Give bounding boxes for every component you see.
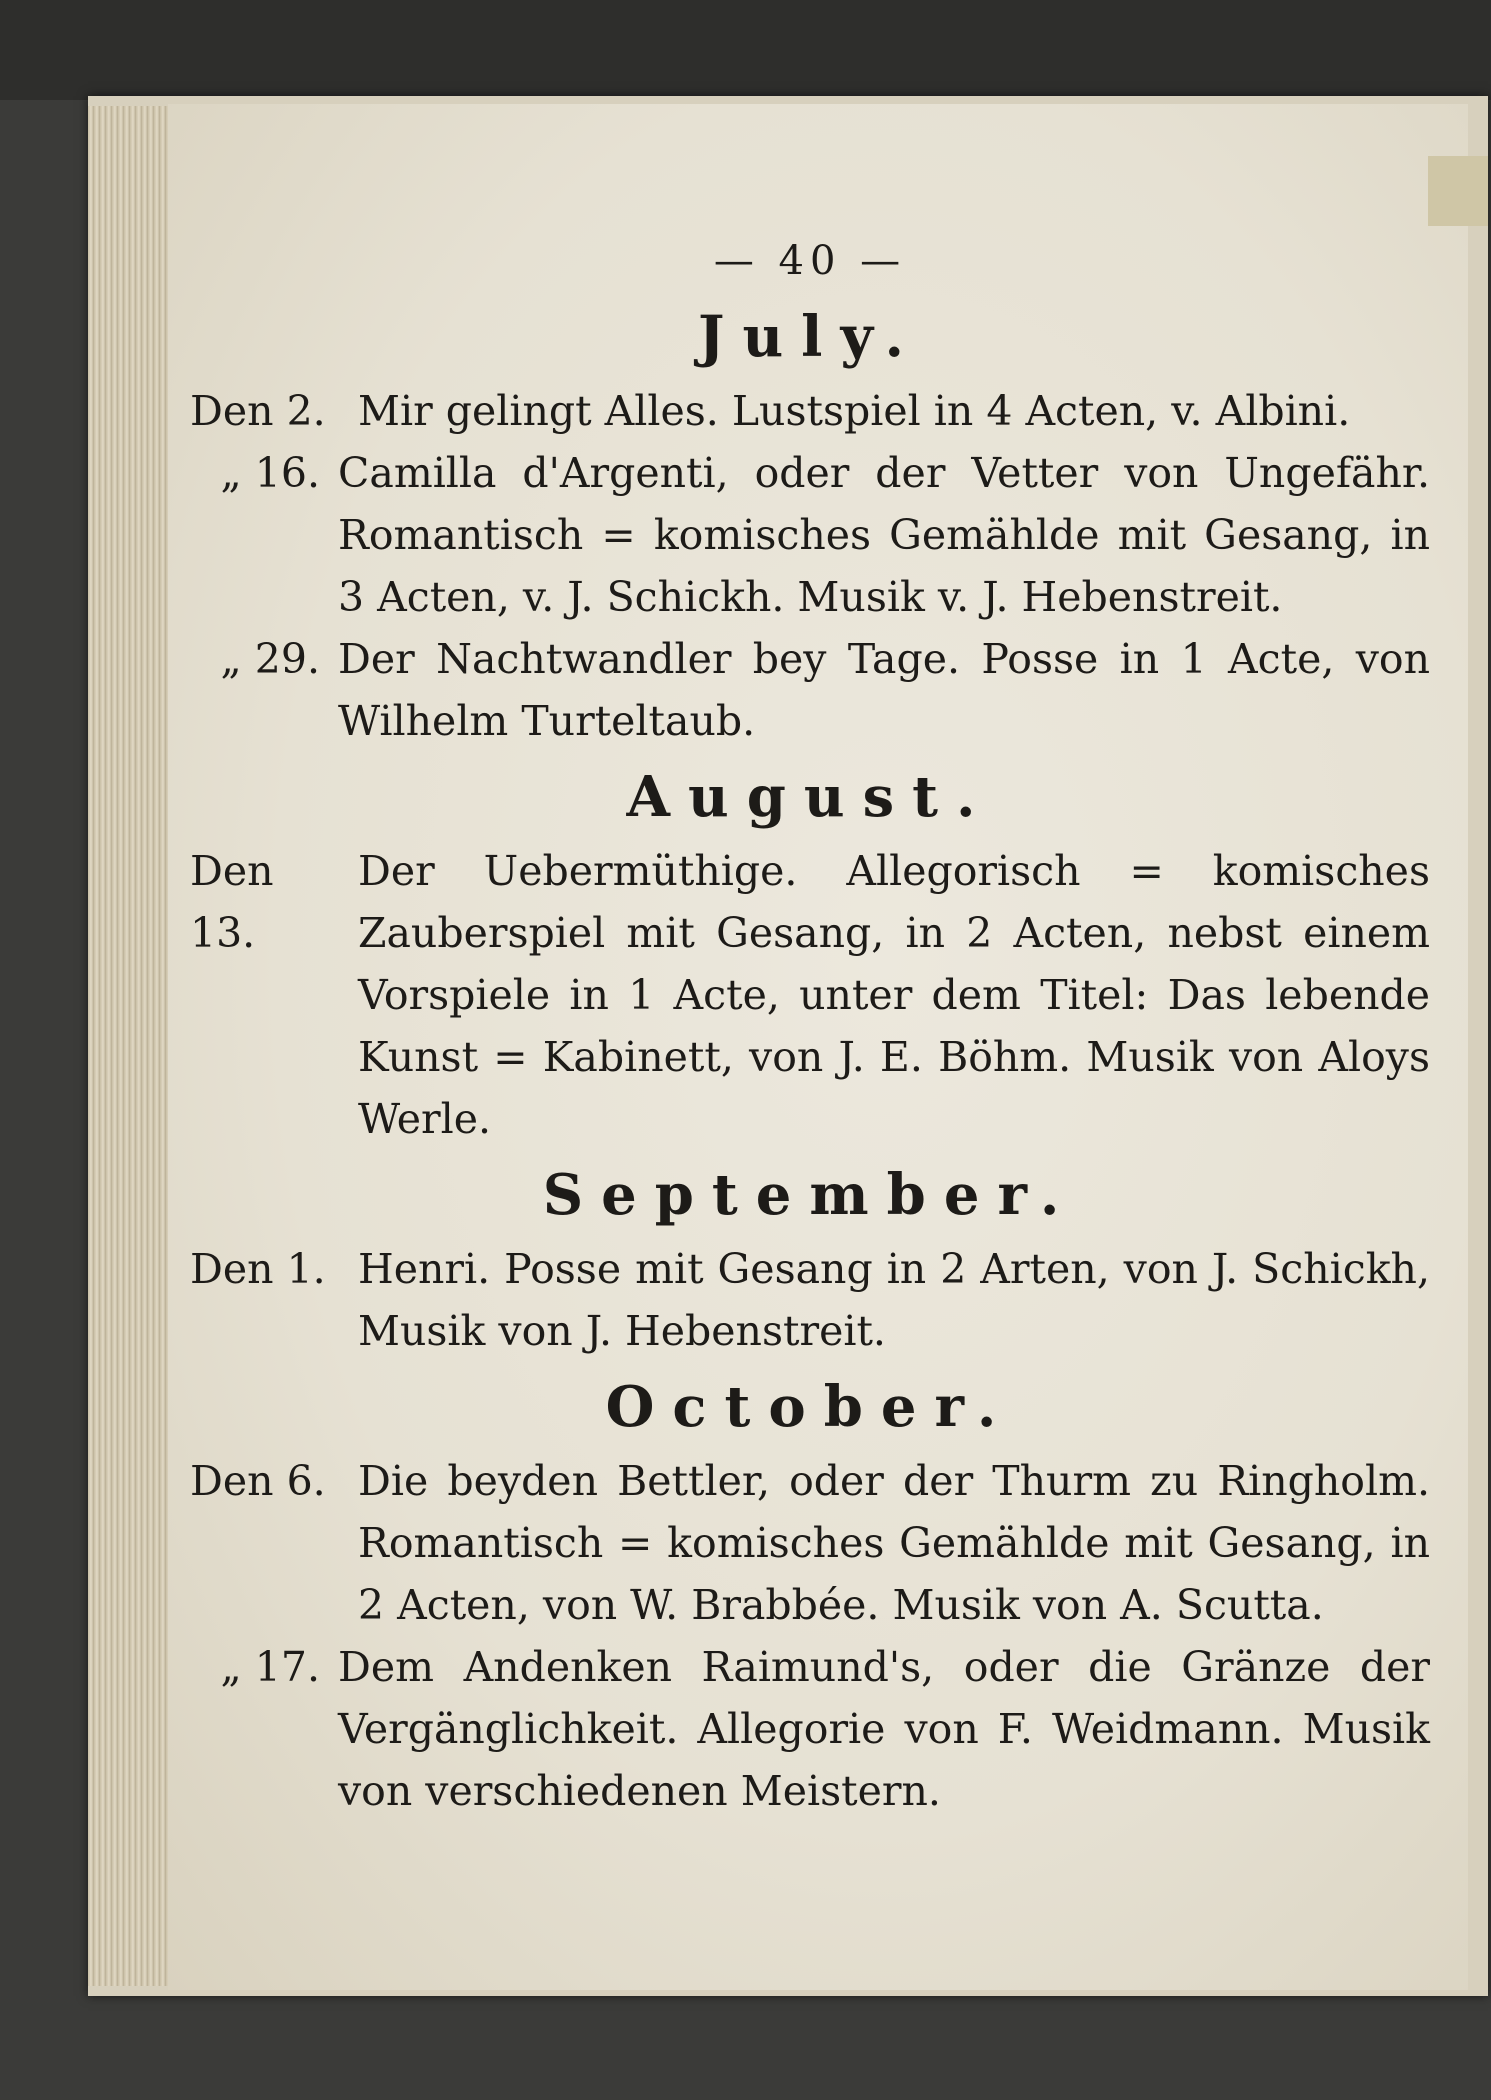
- list-item: [220, 442, 1430, 628]
- month-heading-october: October.: [605, 1374, 1015, 1440]
- month-heading-august: August.: [626, 764, 994, 830]
- month-heading-september: September.: [542, 1162, 1078, 1228]
- list-item: [190, 380, 1430, 442]
- entry-text: Mir gelingt Alles. Lustspiel in 4 Acten, v. Albini.: [358, 387, 1351, 435]
- entry-text: Der Nachtwandler bey Tage. Posse in 1 Acte, von Wilhelm Turteltaub.: [338, 635, 1430, 745]
- entry-date: Den 2.: [190, 387, 326, 435]
- list-item: [220, 628, 1430, 752]
- entry-text: Henri. Posse mit Gesang in 2 Arten, von J. Schickh, Musik von J. Hebenstreit.: [358, 1245, 1430, 1355]
- entry-text: Dem Andenken Raimund's, oder die Gränze der Vergänglichkeit. Allegorie von F. Weidmann. Musik von verschiedenen Meistern.: [338, 1643, 1430, 1815]
- entry-text: Die beyden Bettler, oder der Thurm zu Ringholm. Romantisch = komisches Gemählde mit Gesang, in 2 Acten, von W. Brabbée. Musik von A. Scutta.: [358, 1457, 1430, 1629]
- list-item: [190, 1238, 1430, 1362]
- entry-date: Den 1.: [190, 1245, 326, 1293]
- page-number: — 40 —: [713, 238, 907, 284]
- page-tab: [1428, 156, 1488, 226]
- entry-text: Camilla d'Argenti, oder der Vetter von Ungefähr. Romantisch = komisches Gemählde mit Gesang, in 3 Acten, v. J. Schickh. Musik v. J. Hebenstreit.: [338, 449, 1430, 621]
- list-item: [220, 1636, 1430, 1822]
- list-item: [190, 840, 1430, 1150]
- entry-text: Der Uebermüthige. Allegorisch = komisches Zauberspiel mit Gesang, in 2 Acten, nebst einem Vorspiele in 1 Acte, unter dem Titel: Das lebende Kunst = Kabinett, von J. E. Böhm. Musik von Aloys Werle.: [358, 847, 1430, 1143]
- entry-date: Den 6.: [190, 1457, 326, 1505]
- backdrop: [0, 0, 1491, 100]
- entry-date: „ 29.: [220, 635, 320, 683]
- entry-date: Den 13.: [190, 847, 274, 957]
- entry-date: „ 16.: [220, 449, 320, 497]
- entry-date: „ 17.: [220, 1643, 320, 1691]
- page-content: [190, 220, 1430, 1822]
- month-heading-july: July.: [697, 304, 923, 370]
- list-item: [190, 1450, 1430, 1636]
